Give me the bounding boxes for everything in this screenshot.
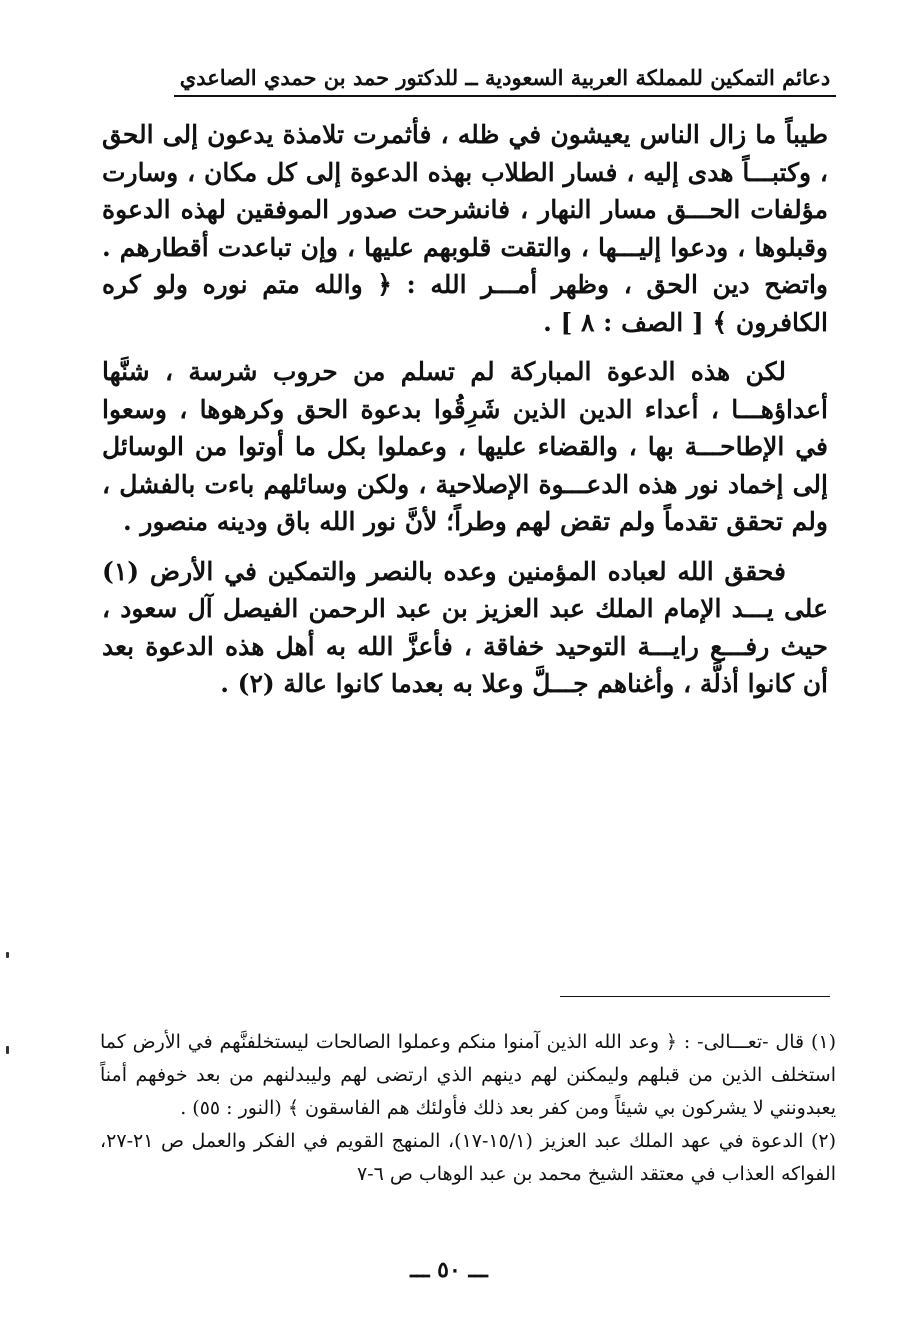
quran-reference: [ الصف : ٨ ] . (543, 307, 704, 337)
footnote-1: (١) قال -تعـــالى- : ﴿ وعد الله الذين آمنوا منكم وعملوا الصالحات ليستخلفنَّهم في الأرض كما استخلف الذين من قبلهم وليمكنن لهم دينهم الذي ارتضى لهم وليبدلنهم من بعد خوفهم أمناً يعبدونني لا يشركون بي شيئاً ومن كفر بعد ذلك فأولئك هم الفاسقون ﴾ (النور : ٥٥) . (100, 1031, 836, 1119)
footnotes (100, 1026, 836, 1191)
scan-artifact (6, 1046, 9, 1054)
paragraph-3 (102, 553, 828, 703)
paragraph-1-text: طيباً ما زال الناس يعيشون في ظله ، فأثمرت تلامذة يدعون إلى الحق ، وكتبـــاً هدى إليه ، فسار الطلاب بهذه الدعوة إلى كل مكان ، وسارت مؤلفات الحـــق مسار النهار ، فانشرحت صدور الموفقين لهذه الدعوة وقبلوها ، ودعوا إليـــها ، والتقت قلوبهم عليها ، وإن تباعدت أقطارهم . واتضح دين الحق ، وظهر أمـــر الله : (102, 120, 828, 299)
paragraph-1 (102, 116, 828, 341)
page-number: ـــ ٥٠ ـــ (410, 1257, 488, 1283)
quran-quote: ﴿ والله متم نوره ولو كره الكافرون ﴾ (102, 270, 828, 337)
footnote-2: (٢) الدعوة في عهد الملك عبد العزيز (١٥/١-١٧)، المنهج القويم في الفكر والعمل ص ٢١-٢٧، الفواكه العذاب في معتقد الشيخ محمد بن عبد الوهاب ص ٦-٧ (100, 1130, 836, 1185)
footnote-separator (560, 996, 830, 997)
header-rule (174, 95, 836, 97)
paragraph-2 (102, 353, 828, 541)
running-header (174, 60, 836, 100)
header-title: دعائم التمكين للمملكة العربية السعودية ــ للدكتور حمد بن حمدي الصاعدي (179, 65, 831, 90)
paragraph-2-text: لكن هذه الدعوة المباركة لم تسلم من حروب شرسة ، شنَّها أعداؤهـــا ، أعداء الدين الذين شَرِقُوا بدعوة الحق وكرهوها ، وسعوا في الإطاحـــة بها ، والقضاء عليها ، وعملوا بكل ما أوتوا من الوسائل إلى إخماد نور هذه الدعـــوة الإصلاحية ، ولكن وسائلهم باءت بالفشل ، ولم تحقق تقدماً ولم تقض لهم وطراً؛ لأنَّ نور الله باق ودينه منصور . (102, 357, 828, 536)
paragraph-3-text: فحقق الله لعباده المؤمنين وعده بالنصر والتمكين في الأرض (١) على يـــد الإمام الملك عبد العزيز بن عبد الرحمن الفيصل آل سعود ، حيث رفـــع رايـــة التوحيد خفاقة ، فأعزَّ الله به أهل هذه الدعوة بعد أن كانوا أذلَّة ، وأغناهم جـــلَّ وعلا به بعدما كانوا عالة (٢) . (102, 556, 828, 698)
scan-artifact (6, 952, 9, 958)
main-text (102, 116, 828, 715)
